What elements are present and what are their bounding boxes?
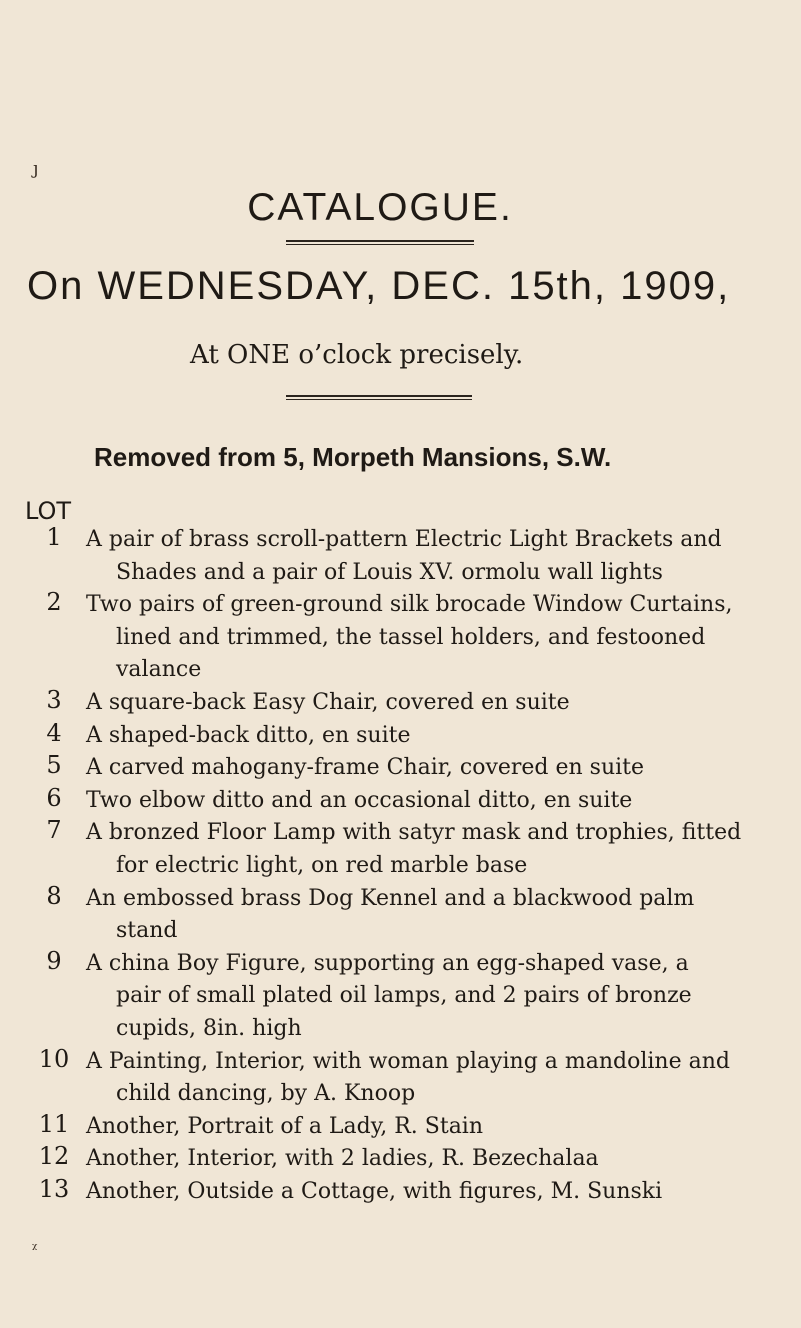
lot-description — [86, 1046, 786, 1111]
lot-description-continuation: cupids, 8in. high — [116, 1015, 302, 1041]
title-rule-thin — [286, 244, 474, 245]
lot-number: 1 — [46, 523, 62, 551]
lot-number: 9 — [46, 946, 62, 975]
lot-description-line: Another, Interior, with 2 ladies, R. Bezechalaa — [86, 1146, 599, 1172]
lot-description-line: A pair of brass scroll-pattern Electric Light Brackets and — [86, 527, 722, 552]
lot-number: 7 — [46, 816, 62, 845]
lot-description — [86, 785, 786, 818]
lot-description-line: A Painting, Interior, with woman playing a mandoline and — [86, 1048, 730, 1074]
sale-time: At ONE o’clock precisely. — [190, 340, 524, 370]
lot-description-line: A shaped-back ditto, en suite — [86, 722, 411, 748]
lot-number: 2 — [46, 588, 62, 617]
lot-description-continuation: valance — [116, 657, 202, 683]
lot-description-continuation: Shades and a pair of Louis XV. ormolu wall lights — [116, 559, 663, 585]
lot-description — [86, 817, 786, 882]
lot-column-header: LOT — [25, 497, 72, 525]
lot-number: 4 — [46, 718, 62, 747]
lot-description — [86, 687, 786, 720]
title-rule — [286, 240, 474, 242]
lot-description — [86, 1176, 786, 1209]
lot-description — [86, 589, 786, 687]
lot-description-continuation: pair of small plated oil lamps, and 2 pairs of bronze — [116, 983, 692, 1009]
lot-number: 11 — [38, 1109, 70, 1138]
lot-description — [86, 883, 786, 948]
lot-description-line: Two elbow ditto and an occasional ditto, en suite — [86, 787, 633, 813]
lot-number: 12 — [38, 1142, 70, 1171]
lot-number: 13 — [38, 1175, 70, 1203]
lot-number: 8 — [46, 881, 62, 910]
lot-description-continuation: child dancing, by A. Knoop — [116, 1081, 416, 1107]
lot-description — [86, 1143, 786, 1176]
lot-description-continuation: lined and trimmed, the tassel holders, and festooned — [116, 624, 706, 650]
lot-description-continuation: for electric light, on red marble base — [116, 852, 528, 878]
removed-from: Removed from 5, Morpeth Mansions, S.W. — [94, 442, 612, 472]
lot-number: 6 — [46, 783, 62, 812]
page-title: CATALOGUE. — [247, 186, 513, 229]
lot-description — [86, 948, 786, 1046]
ink-mark: ȷ — [33, 158, 39, 179]
lot-number: 3 — [46, 686, 62, 714]
lot-description-line: Another, Outside a Cottage, with figures, M. Sunski — [86, 1179, 663, 1204]
lot-description-line: An embossed brass Dog Kennel and a blackwood palm — [86, 885, 695, 911]
sale-date: On WEDNESDAY, DEC. 15th, 1909, — [27, 264, 731, 308]
lot-description-continuation: stand — [116, 918, 178, 944]
lot-description-line: A china Boy Figure, supporting an egg-shaped vase, a — [86, 950, 689, 976]
lot-number: 5 — [46, 751, 62, 780]
lot-description — [86, 720, 786, 753]
lot-description-line: A carved mahogany-frame Chair, covered en suite — [86, 755, 645, 781]
ink-mark: ᵡ — [32, 1241, 38, 1257]
lot-description-line: Two pairs of green-ground silk brocade Window Curtains, — [86, 592, 733, 618]
time-rule — [286, 395, 472, 397]
lot-number: 10 — [38, 1044, 70, 1073]
lot-description — [86, 524, 786, 589]
lot-description-line: Another, Portrait of a Lady, R. Stain — [86, 1113, 484, 1139]
lot-description — [86, 752, 786, 785]
lot-description-line: A square-back Easy Chair, covered en suite — [86, 690, 570, 715]
lot-description — [86, 1111, 786, 1144]
time-rule-thin — [286, 399, 472, 400]
lot-description-line: A bronzed Floor Lamp with satyr mask and trophies, fitted — [86, 820, 742, 846]
